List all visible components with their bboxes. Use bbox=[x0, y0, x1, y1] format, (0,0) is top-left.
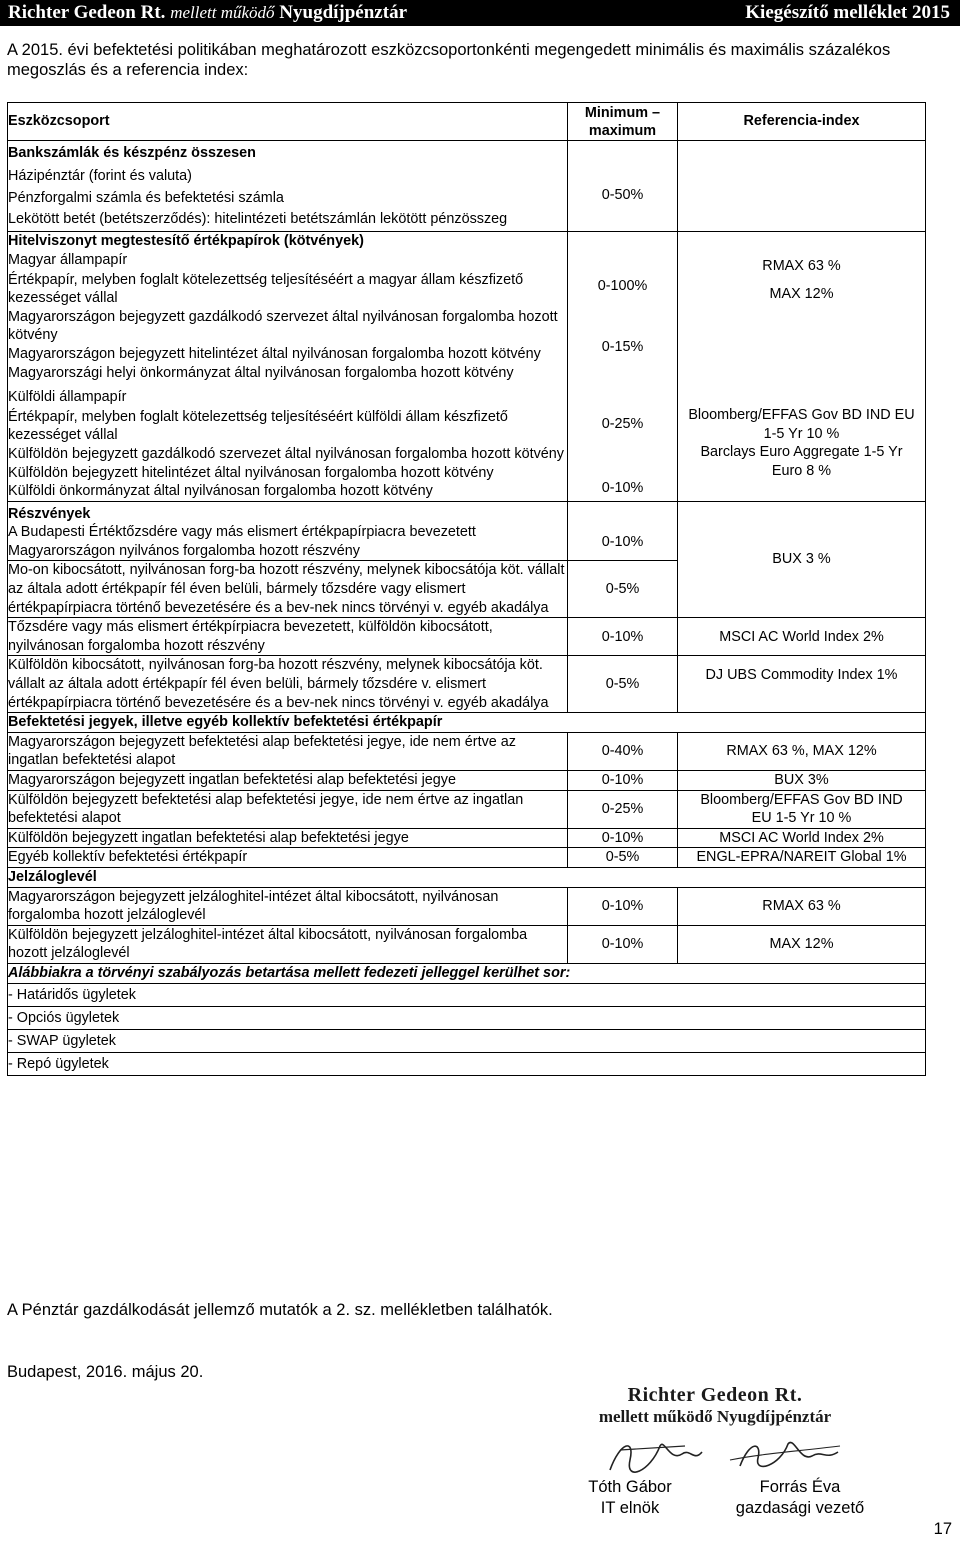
foreign-gov-bond-text: Értékpapír, melyben foglalt kötelezettség teljesítéséért külföldi állam készfizető kezességet vállal bbox=[8, 408, 508, 444]
header-org-name: Richter Gedeon Rt. bbox=[8, 2, 166, 23]
derivatives-heading: Alábbiakra a törvényi szabályozás betartása mellett fedezeti jelleggel kerülhet sor: bbox=[8, 963, 926, 983]
table-row bbox=[8, 382, 926, 445]
shares-row-ref: MSCI AC World Index 2% bbox=[678, 618, 926, 656]
domestic-bond-ref bbox=[678, 232, 926, 308]
domestic-bond-ref-line1: RMAX 63 % bbox=[762, 257, 841, 274]
table-row bbox=[8, 828, 926, 848]
table-row bbox=[8, 308, 926, 382]
shares-row-range: 0-10% bbox=[568, 523, 678, 561]
handwritten-signatures bbox=[590, 1432, 850, 1476]
col-header-ref bbox=[678, 103, 926, 141]
page-header bbox=[0, 0, 960, 26]
funds-row-range: 0-25% bbox=[568, 790, 678, 828]
domestic-gov-bond-range: 0-100% bbox=[568, 251, 678, 308]
shares-domestic-ref: BUX 3 % bbox=[678, 501, 926, 618]
domestic-bond-item: Magyarországi helyi önkormányzat által nyilvánosan forgalomba hozott kötvény bbox=[8, 364, 514, 381]
table-row bbox=[8, 713, 926, 733]
mortgage-row-text: Magyarországon bejegyzett jelzáloghitel-intézet által kibocsátott, nyilvánosan forgalomba hozott jelzáloglevél bbox=[8, 887, 568, 925]
asset-allocation-table bbox=[7, 102, 926, 1076]
foreign-bond-item: Külföldön bejegyzett gazdálkodó szervezet által nyilvánosan forgalomba hozott kötvény bbox=[8, 445, 564, 462]
header-annex-title: Kiegészítő melléklet 2015 bbox=[745, 2, 950, 23]
intro-text: A 2015. évi befektetési politikában meghatározott eszközcsoportonkénti megengedett minimális és maximális százalékos megoszlás és a referencia index: bbox=[7, 41, 891, 79]
table-row bbox=[8, 618, 926, 656]
bonds-heading-range bbox=[568, 232, 678, 251]
shares-row-text: A Budapesti Értéktőzsdére vagy más elismert értékpapírpiacra bevezetett Magyarországon nyilvános forgalomba hozott részvény bbox=[8, 523, 568, 561]
bank-heading: Bankszámlák és készpénz összesen bbox=[8, 145, 256, 161]
bank-range: 0-50% bbox=[568, 141, 678, 232]
signer-2-title: gazdasági vezető bbox=[735, 1499, 865, 1517]
domestic-bond-ref-line2: MAX 12% bbox=[769, 286, 834, 303]
company-stamp bbox=[592, 1384, 838, 1427]
shares-row-text: Külföldön kibocsátott, nyilvánosan forg-ba hozott részvény, melynek kibocsátója köt. vállalt az általa adott értékpapír fél éven belüli, bármely tőzsdére v. elismert értékpapírpiacra történő bevezetésére és a bev-nek nincs törvényi v. egyéb akadálya bbox=[8, 656, 568, 713]
header-left bbox=[8, 2, 407, 24]
funds-row-ref: BUX 3% bbox=[678, 771, 926, 791]
col-header-minmax-line2: maximum bbox=[588, 122, 657, 139]
foreign-gov-heading: Külföldi állampapír bbox=[8, 389, 127, 406]
mortgage-row-range: 0-10% bbox=[568, 887, 678, 925]
bank-item: Pénzforgalmi számla és befektetési számla bbox=[8, 190, 284, 207]
derivatives-item: - Határidős ügyletek bbox=[8, 983, 926, 1006]
table-row bbox=[8, 732, 926, 770]
shares-heading: Részvények bbox=[8, 501, 568, 523]
shares-heading-range bbox=[568, 501, 678, 523]
domestic-bond-items-range: 0-15% bbox=[568, 308, 678, 382]
mortgage-row-text: Külföldön bejegyzett jelzáloghitel-intézet által kibocsátott, nyilvánosan forgalomba hozott jelzáloglevél bbox=[8, 925, 568, 963]
table-row bbox=[8, 887, 926, 925]
shares-row-range: 0-5% bbox=[568, 656, 678, 713]
foreign-bond-items-cell bbox=[8, 445, 568, 501]
col-header-minmax-line1: Minimum – bbox=[584, 104, 661, 121]
stamp-line1: Richter Gedeon Rt. bbox=[627, 1384, 803, 1406]
table-row bbox=[8, 790, 926, 828]
funds-row-text: Magyarországon bejegyzett befektetési alap befektetési jegye, ide nem értve az ingatlan befektetési alapot bbox=[8, 732, 568, 770]
table-row bbox=[8, 1006, 926, 1029]
signer-2 bbox=[720, 1477, 880, 1519]
foreign-bond-ref bbox=[678, 382, 926, 501]
table-row bbox=[8, 983, 926, 1006]
derivatives-item: - SWAP ügyletek bbox=[8, 1029, 926, 1052]
table-row bbox=[8, 1052, 926, 1075]
funds-row-text: Külföldön bejegyzett ingatlan befektetési alap befektetési jegye bbox=[8, 828, 568, 848]
derivatives-item: - Repó ügyletek bbox=[8, 1052, 926, 1075]
funds-row-ref: Bloomberg/EFFAS Gov BD IND EU 1-5 Yr 10 % bbox=[678, 790, 926, 828]
header-fund-name: Nyugdíjpénztár bbox=[279, 2, 408, 23]
funds-row-range: 0-10% bbox=[568, 828, 678, 848]
funds-row-text: Magyarországon bejegyzett ingatlan befektetési alap befektetési jegye bbox=[8, 771, 568, 791]
foreign-bond-ref-line2: Barclays Euro Aggregate 1-5 Yr Euro 8 % bbox=[700, 444, 903, 479]
col-header-asset-label: Eszközcsoport bbox=[8, 113, 110, 130]
shares-row-range: 0-10% bbox=[568, 618, 678, 656]
annex-note: A Pénztár gazdálkodását jellemző mutatók a 2. sz. mellékletben találhatók. bbox=[7, 1301, 553, 1319]
signer-1-title: IT elnök bbox=[600, 1499, 660, 1517]
table-row bbox=[8, 771, 926, 791]
funds-row-range: 0-5% bbox=[568, 848, 678, 868]
domestic-bond-item: Magyarországon bejegyzett gazdálkodó szervezet által nyilvánosan forgalomba hozott kötvény bbox=[8, 308, 558, 344]
funds-heading: Befektetési jegyek, illetve egyéb kollektív befektetési értékpapír bbox=[8, 713, 926, 733]
foreign-gov-bond-cell bbox=[8, 382, 568, 445]
funds-row-text: Egyéb kollektív befektetési értékpapír bbox=[8, 848, 568, 868]
domestic-bond-items-ref bbox=[678, 308, 926, 382]
signer-2-name: Forrás Éva bbox=[759, 1478, 841, 1496]
domestic-gov-bond-cell bbox=[8, 251, 568, 308]
mortgage-row-range: 0-10% bbox=[568, 925, 678, 963]
domestic-bond-items-cell bbox=[8, 308, 568, 382]
funds-row-text: Külföldön bejegyzett befektetési alap befektetési jegye, ide nem értve az ingatlan befektetési alapot bbox=[8, 790, 568, 828]
foreign-bond-ref-line1: Bloomberg/EFFAS Gov BD IND EU 1-5 Yr 10 % bbox=[688, 407, 915, 442]
mortgage-heading: Jelzáloglevél bbox=[8, 867, 926, 887]
table-row bbox=[8, 963, 926, 983]
stamp-line2: mellett működő Nyugdíjpénztár bbox=[598, 1407, 832, 1426]
funds-row-ref: MSCI AC World Index 2% bbox=[678, 828, 926, 848]
foreign-bond-items-range: 0-10% bbox=[568, 445, 678, 501]
foreign-gov-bond-range: 0-25% bbox=[568, 382, 678, 445]
shares-row-ref: DJ UBS Commodity Index 1% bbox=[678, 656, 926, 713]
bank-item: Házipénztár (forint és valuta) bbox=[8, 167, 192, 184]
funds-row-range: 0-10% bbox=[568, 771, 678, 791]
derivatives-item: - Opciós ügyletek bbox=[8, 1006, 926, 1029]
domestic-gov-bond-text: Értékpapír, melyben foglalt kötelezettség teljesítéséért a magyar állam készfizető kezességet vállal bbox=[8, 271, 524, 307]
table-row bbox=[8, 141, 926, 232]
table-row bbox=[8, 501, 926, 523]
signer-1-name: Tóth Gábor bbox=[588, 1478, 672, 1496]
funds-row-range: 0-40% bbox=[568, 732, 678, 770]
table-row bbox=[8, 848, 926, 868]
foreign-bond-item: Külföldön bejegyzett hitelintézet által nyilvánosan forgalomba hozott kötvény bbox=[8, 464, 494, 481]
bank-group-cell bbox=[8, 141, 568, 232]
domestic-gov-heading: Magyar állampapír bbox=[8, 251, 128, 268]
mortgage-row-ref: RMAX 63 % bbox=[678, 887, 926, 925]
col-header-ref-label: Referencia-index bbox=[743, 113, 860, 130]
table-header-row bbox=[8, 103, 926, 141]
shares-row-text: Tőzsdére vagy más elismert értékpírpiacra bevezetett, külföldön kibocsátott, nyilvánosan forgalomba hozott részvény bbox=[8, 618, 568, 656]
table-row bbox=[8, 656, 926, 713]
funds-row-ref: RMAX 63 %, MAX 12% bbox=[678, 732, 926, 770]
foreign-bond-item: Külföldi önkormányzat által nyilvánosan forgalomba hozott kötvény bbox=[8, 483, 433, 500]
col-header-minmax bbox=[568, 103, 678, 141]
shares-row-range: 0-5% bbox=[568, 561, 678, 618]
place-date: Budapest, 2016. május 20. bbox=[7, 1363, 204, 1381]
header-org-suffix: mellett működő bbox=[170, 3, 275, 22]
table-row bbox=[8, 232, 926, 251]
domestic-bond-item: Magyarországon bejegyzett hitelintézet által nyilvánosan forgalomba hozott kötvény bbox=[8, 345, 541, 362]
bonds-heading: Hitelviszonyt megtestesítő értékpapírok (kötvények) bbox=[8, 232, 568, 251]
bank-ref bbox=[678, 141, 926, 232]
bank-item: Lekötött betét (betétszerződés): hitelintézeti betétszámlán lekötött pénzösszeg bbox=[8, 210, 508, 227]
signer-1 bbox=[570, 1477, 690, 1519]
page-number: 17 bbox=[933, 1520, 952, 1538]
mortgage-row-ref: MAX 12% bbox=[678, 925, 926, 963]
table-row bbox=[8, 867, 926, 887]
table-row bbox=[8, 1029, 926, 1052]
col-header-asset bbox=[8, 103, 568, 141]
shares-row-text: Mo-on kibocsátott, nyilvánosan forg-ba hozott részvény, melynek kibocsátója köt. vállalt az általa adott értékpapír fél éven belüli, bármely tőzsdére vagy elismert értékpapírpiacra történő bevezetésére és a bev-nek nincs törvényi v. egyéb akadálya bbox=[8, 561, 568, 618]
funds-row-ref: ENGL-EPRA/NAREIT Global 1% bbox=[678, 848, 926, 868]
table-row bbox=[8, 925, 926, 963]
